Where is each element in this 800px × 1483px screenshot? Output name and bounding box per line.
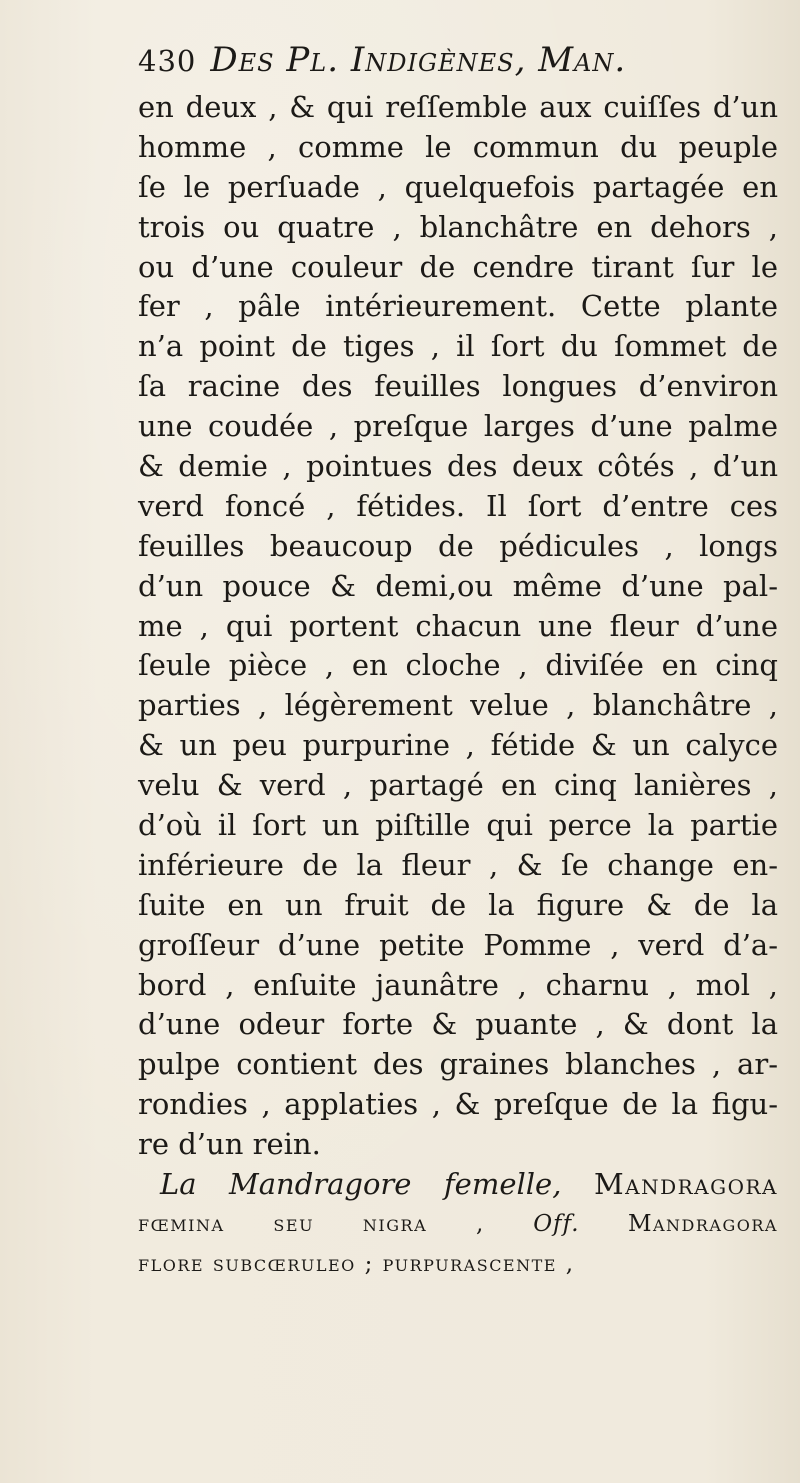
text-line: d’une odeur forte & puante , & dont la [138,1007,778,1042]
text-line: pulpe contient des graines blanches , ar- [138,1047,778,1082]
entry-line [138,1165,778,1205]
text-line: homme , comme le commun du peuple [138,129,778,164]
text-line: ſeule pièce , en cloche , diviſée en cinq [138,648,778,683]
entry-latin-name: Mandragora [593,1167,779,1202]
text-line: feuilles beaucoup de pédicules , longs [138,528,778,563]
text-line: verd foncé , fétides. Il ſort d’entre ces [138,488,778,523]
text-line: & demie , pointues des deux côtés , d’un [138,449,778,484]
text-line: d’un pouce & demi,ou même d’une pal- [138,568,778,603]
text-line: me , qui portent chacun une fleur d’une [138,608,778,643]
text-line: parties , légèrement velue , blanchâtre , [138,688,778,723]
text-line: bord , enſuite jaunâtre , charnu , mol , [138,967,778,1002]
page-header [138,40,778,90]
text-line: trois ou quatre , blanchâtre en dehors , [138,209,778,244]
text-line: ſuite en un fruit de la figure & de la [138,887,778,922]
text-line: fer , pâle intérieurement. Cette plante [138,289,778,324]
entry-line [138,1205,778,1245]
page-number: 430 [138,44,197,78]
text-line: une coudée , preſque larges d’une palme [138,409,778,444]
entry-latin-name: Mandragora [627,1210,778,1237]
text-line: groſſeur d’une petite Pomme , verd d’a- [138,927,778,962]
entry-latin-name: fœmina ſeu nigra , [138,1210,485,1237]
entry-latin-name: flore subcœruleo ; purpurascente , [138,1250,575,1277]
text-line: & un peu purpurine , fétide & un calyce [138,728,778,763]
running-title: Des Pl. Indigènes, Man. [210,40,627,80]
text-line: d’où il ſort un piſtille qui perce la partie [138,808,778,843]
text-line: n’a point de tiges , il ſort du ſommet de [138,329,778,364]
body-text [138,88,778,1285]
text-line: ſa racine des feuilles longues d’environ [138,369,778,404]
text-line: rondies , applaties , & preſque de la figu- [138,1087,778,1122]
entry-officinal-abbrev: Off. [533,1210,580,1237]
text-line: ſe le perſuade , quelquefois partagée en [138,169,778,204]
entry-french-name: La Mandragore femelle, [160,1167,562,1202]
text-line: inférieure de la fleur , & ſe change en- [138,847,778,882]
entry-line [138,1245,778,1285]
text-line: en deux , & qui reſſemble aux cuiſſes d’un [138,90,778,124]
text-line: re d’un rein. [138,1127,321,1162]
text-line: ou d’une couleur de cendre tirant ſur le [138,249,778,284]
text-line: velu & verd , partagé en cinq lanières , [138,768,778,803]
